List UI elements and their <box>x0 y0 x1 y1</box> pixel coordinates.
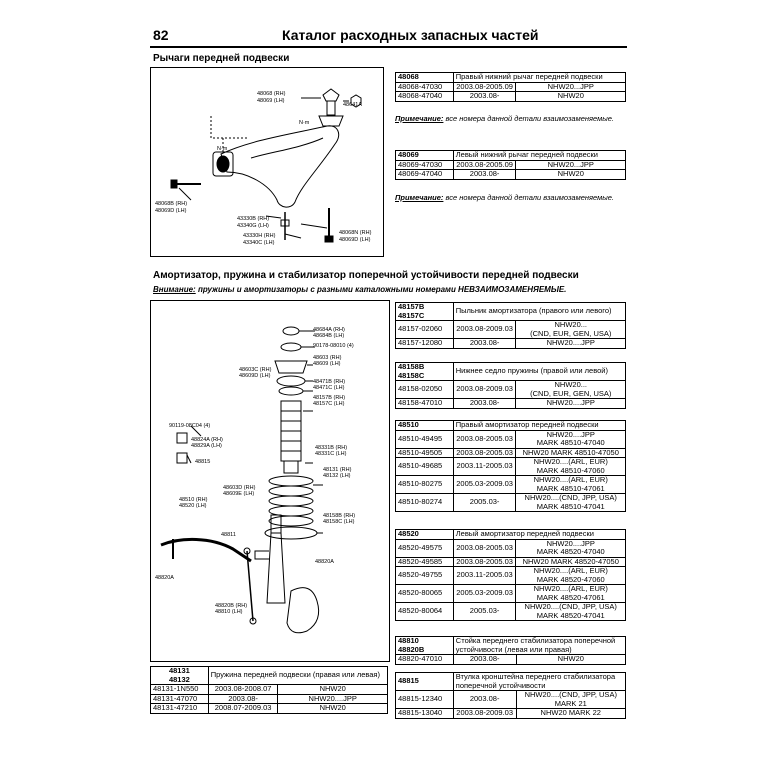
date-range: 2003.08-2005.09 <box>453 82 516 92</box>
fig-label: 48068 (RH) <box>257 91 286 97</box>
table-code: 48158B 48158C <box>396 363 454 381</box>
fig-label: 48158C (LH) <box>323 519 355 525</box>
fig-label: 48684B (LH) <box>313 333 345 339</box>
date-range: 2003.08-2009.03 <box>453 381 516 399</box>
strut-drawing <box>151 301 389 661</box>
page-number: 82 <box>153 27 169 43</box>
model: NHW20....(CND, JPP, USA) MARK 48510-47041 <box>516 494 626 512</box>
model: NHW20 <box>516 170 626 180</box>
table-row <box>396 458 626 476</box>
table-part-name: Нижнее седло пружины (правой или левой) <box>453 363 625 381</box>
fig-label: 43340C (LH) <box>243 240 275 246</box>
model: NHW20... (CND, EUR, GEN, USA) <box>516 321 626 339</box>
fig-label: 48603D (RH) <box>223 485 256 491</box>
note-text: все номера данной детали взаимозаменяемые. <box>445 114 615 123</box>
warning-text: пружины и амортизаторы с разными каталожными номерами НЕВЗАИМОЗАМЕНЯЕМЫЕ. <box>197 285 567 294</box>
table-row <box>396 655 626 665</box>
date-range: 2008.07-2009.03 <box>208 704 278 714</box>
table-row <box>396 585 626 603</box>
part-number: 48520-49585 <box>396 557 454 567</box>
table-part-name: Втулка кронштейна переднего стабилизатора поперечной устойчивости <box>453 673 625 691</box>
date-range: 2003.11-2005.03 <box>453 567 516 585</box>
note-text: все номера данной детали взаимозаменяемые. <box>445 193 615 202</box>
parts-table-48069 <box>395 150 626 180</box>
warning-label: Внимание: <box>153 285 196 294</box>
table-part-name: Правый амортизатор передней подвески <box>453 421 625 431</box>
parts-table-0 <box>395 302 626 349</box>
table-part-name: Левый нижний рычаг передней подвески <box>453 151 625 161</box>
table-row <box>396 339 626 349</box>
fig-label: 43340G (LH) <box>237 223 269 229</box>
date-range: 2003.08- <box>453 92 516 102</box>
fig-label: 48069D (LH) <box>339 237 371 243</box>
part-number: 48158-02050 <box>396 381 454 399</box>
fig-label: 48157C (LH) <box>313 401 345 407</box>
fig-label: 90119-08C04 (4) <box>169 423 211 429</box>
model: NHW20....(ARL, EUR) MARK 48520-47060 <box>516 567 626 585</box>
table-part-name: Пыльник амортизатора (правого или левого) <box>453 303 625 321</box>
fig-label: N·m <box>217 146 228 152</box>
part-number: 48520-80065 <box>396 585 454 603</box>
fig-label: 48820A <box>315 559 334 565</box>
model: NHW20 <box>278 704 388 714</box>
table-row <box>396 476 626 494</box>
table-code: 48510 <box>396 421 454 431</box>
date-range: 2003.08- <box>453 339 516 349</box>
table-row <box>396 399 626 409</box>
date-range: 2003.08-2009.03 <box>453 321 516 339</box>
fig-label: 48471B (RH) <box>313 379 346 385</box>
fig-label: 48520 (LH) <box>179 503 207 509</box>
table-code: 48068 <box>396 73 454 83</box>
fig-label: 48331B (RH) <box>315 445 348 451</box>
header-rule <box>150 46 627 48</box>
fig-label: 48810 (LH) <box>215 609 243 615</box>
part-number: 48510-49495 <box>396 430 454 448</box>
table-row <box>396 170 626 180</box>
part-number: 48068-47030 <box>396 82 454 92</box>
page-title: Каталог расходных запасных частей <box>282 27 539 43</box>
date-range: 2005.03-2009.03 <box>453 585 516 603</box>
fig-label: 48641A <box>343 102 362 108</box>
date-range: 2003.08-2005.03 <box>453 557 516 567</box>
date-range: 2003.08- <box>208 694 278 704</box>
table-row <box>396 321 626 339</box>
model: NHW20 <box>516 655 625 665</box>
fig-label: 48603C (RH) <box>239 367 272 373</box>
table-code: 48810 48820B <box>396 637 454 655</box>
model: NHW20....(ARL, EUR) MARK 48510-47060 <box>516 458 626 476</box>
parts-table-3 <box>395 529 626 621</box>
parts-table-2 <box>395 420 626 512</box>
part-number: 48520-49575 <box>396 539 454 557</box>
part-number: 48068-47040 <box>396 92 454 102</box>
table-row <box>396 567 626 585</box>
part-number: 48510-49685 <box>396 458 454 476</box>
note-48068 <box>395 114 626 123</box>
model: NHW20 <box>516 92 626 102</box>
table-part-name: Левый амортизатор передней подвески <box>453 530 625 540</box>
fig-label: 48068B (RH) <box>155 201 188 207</box>
model: NHW20....(CND, JPP, USA) MARK 21 <box>516 691 625 709</box>
fig-label: 48609E (LH) <box>223 491 255 497</box>
fig-label: 48131 (RH) <box>323 467 352 473</box>
note-label: Примечание: <box>395 193 444 202</box>
date-range: 2003.08- <box>453 170 516 180</box>
table-row <box>396 539 626 557</box>
model: NHW20....(ARL, EUR) MARK 48510-47061 <box>516 476 626 494</box>
fig-label: 48684A (RH) <box>313 327 345 333</box>
model: NHW20 MARK 48510-47050 <box>516 448 626 458</box>
table-row <box>396 381 626 399</box>
model: NHW20....(ARL, EUR) MARK 48520-47061 <box>516 585 626 603</box>
date-range: 2003.11-2005.03 <box>453 458 516 476</box>
date-range: 2005.03-2009.03 <box>453 476 516 494</box>
model: NHW20....JPP <box>516 399 626 409</box>
fig-label: 48811 <box>221 532 236 538</box>
fig-label: 48158B (RH) <box>323 513 356 519</box>
model: NHW20....(CND, JPP, USA) MARK 48520-47041 <box>516 603 626 621</box>
table-code: 48157B 48157C <box>396 303 454 321</box>
model: NHW20...JPP <box>516 82 626 92</box>
fig-label: 48609 (LH) <box>313 361 341 367</box>
part-number: 48131-1N550 <box>151 685 209 695</box>
fig-label: 48609D (LH) <box>239 373 271 379</box>
figure-lower-arms <box>150 67 384 257</box>
model: NHW20 MARK 48520-47050 <box>516 557 626 567</box>
date-range: 2003.08-2005.03 <box>453 430 516 448</box>
table-part-name: Стойка переднего стабилизатора поперечной устойчивости (левая или правая) <box>453 637 625 655</box>
table-code: 48069 <box>396 151 454 161</box>
fig-label: 48820A <box>155 575 174 581</box>
fig-label: 48824A (RH) <box>191 437 223 443</box>
parts-table-48068 <box>395 72 626 102</box>
figure-shock-spring <box>150 300 390 662</box>
fig-label: 48331C (LH) <box>315 451 347 457</box>
fig-label: 48132 (LH) <box>323 473 351 479</box>
part-number: 48520-80064 <box>396 603 454 621</box>
part-number: 48815-12340 <box>396 691 454 709</box>
part-number: 48069-47040 <box>396 170 454 180</box>
table-code: 48815 <box>396 673 454 691</box>
date-range: 2003.08-2009.03 <box>453 709 516 719</box>
fig-label: N·m <box>299 120 310 126</box>
model: NHW20...JPP <box>516 160 626 170</box>
fig-label: 48471C (LH) <box>313 385 345 391</box>
fig-label: 48829A (LH) <box>191 443 222 449</box>
date-range: 2005.03- <box>453 494 516 512</box>
part-number: 48820-47010 <box>396 655 454 665</box>
fig-label: 43330B (RH) <box>237 216 270 222</box>
date-range: 2003.08- <box>453 655 516 665</box>
part-number: 48510-80275 <box>396 476 454 494</box>
table-row <box>396 691 626 709</box>
table-row <box>396 92 626 102</box>
fig-label: 48157B (RH) <box>313 395 346 401</box>
parts-table-1 <box>395 362 626 409</box>
fig-label: 43330H (RH) <box>243 233 276 239</box>
fig-label: 48069 (LH) <box>257 98 285 104</box>
part-number: 48510-49505 <box>396 448 454 458</box>
parts-table-4 <box>395 636 626 665</box>
model: NHW20....JPP <box>278 694 388 704</box>
model: NHW20....JPP MARK 48510-47040 <box>516 430 626 448</box>
section-title-shocks: Амортизатор, пружина и стабилизатор поперечной устойчивости передней подвески <box>153 270 579 281</box>
part-number: 48131-47210 <box>151 704 209 714</box>
date-range: 2003.08-2005.03 <box>453 539 516 557</box>
part-number: 48131-47070 <box>151 694 209 704</box>
fig-label: 48815 <box>195 459 211 465</box>
note-label: Примечание: <box>395 114 444 123</box>
model: NHW20 <box>278 685 388 695</box>
date-range: 2003.08- <box>453 399 516 409</box>
date-range: 2003.08-2008.07 <box>208 685 278 695</box>
fig-label: 90178-08010 (4) <box>313 343 354 349</box>
table-code: 48131 48132 <box>151 667 209 685</box>
table-row <box>396 430 626 448</box>
part-number: 48157-02060 <box>396 321 454 339</box>
date-range: 2003.08- <box>453 691 516 709</box>
table-code: 48520 <box>396 530 454 540</box>
fig-label: 48820B (RH) <box>215 603 248 609</box>
table-part-name: Правый нижний рычаг передней подвески <box>453 73 625 83</box>
part-number: 48158-47010 <box>396 399 454 409</box>
section-title-arms: Рычаги передней подвески <box>153 53 290 64</box>
table-row <box>396 494 626 512</box>
part-number: 48510-80274 <box>396 494 454 512</box>
part-number: 48069-47030 <box>396 160 454 170</box>
fig-label: 48603 (RH) <box>313 355 342 361</box>
table-row <box>396 709 626 719</box>
part-number: 48520-49755 <box>396 567 454 585</box>
fig-label: 48069D (LH) <box>155 208 187 214</box>
model: NHW20....JPP MARK 48520-47040 <box>516 539 626 557</box>
table-row <box>151 685 388 695</box>
model: NHW20... (CND, EUR, GEN, USA) <box>516 381 626 399</box>
parts-table-48131 <box>150 666 388 714</box>
warning-line <box>153 285 566 294</box>
table-row <box>396 603 626 621</box>
date-range: 2003.08-2005.09 <box>453 160 516 170</box>
table-part-name: Пружина передней подвески (правая или левая) <box>208 667 387 685</box>
parts-table-5 <box>395 672 626 719</box>
fig-label: 48068N (RH) <box>339 230 372 236</box>
date-range: 2005.03- <box>453 603 516 621</box>
note-48069 <box>395 193 626 202</box>
fig-label: 48510 (RH) <box>179 497 208 503</box>
part-number: 48815-13040 <box>396 709 454 719</box>
table-row <box>151 704 388 714</box>
model: NHW20....JPP <box>516 339 626 349</box>
part-number: 48157-12080 <box>396 339 454 349</box>
model: NHW20 MARK 22 <box>516 709 625 719</box>
date-range: 2003.08-2005.03 <box>453 448 516 458</box>
